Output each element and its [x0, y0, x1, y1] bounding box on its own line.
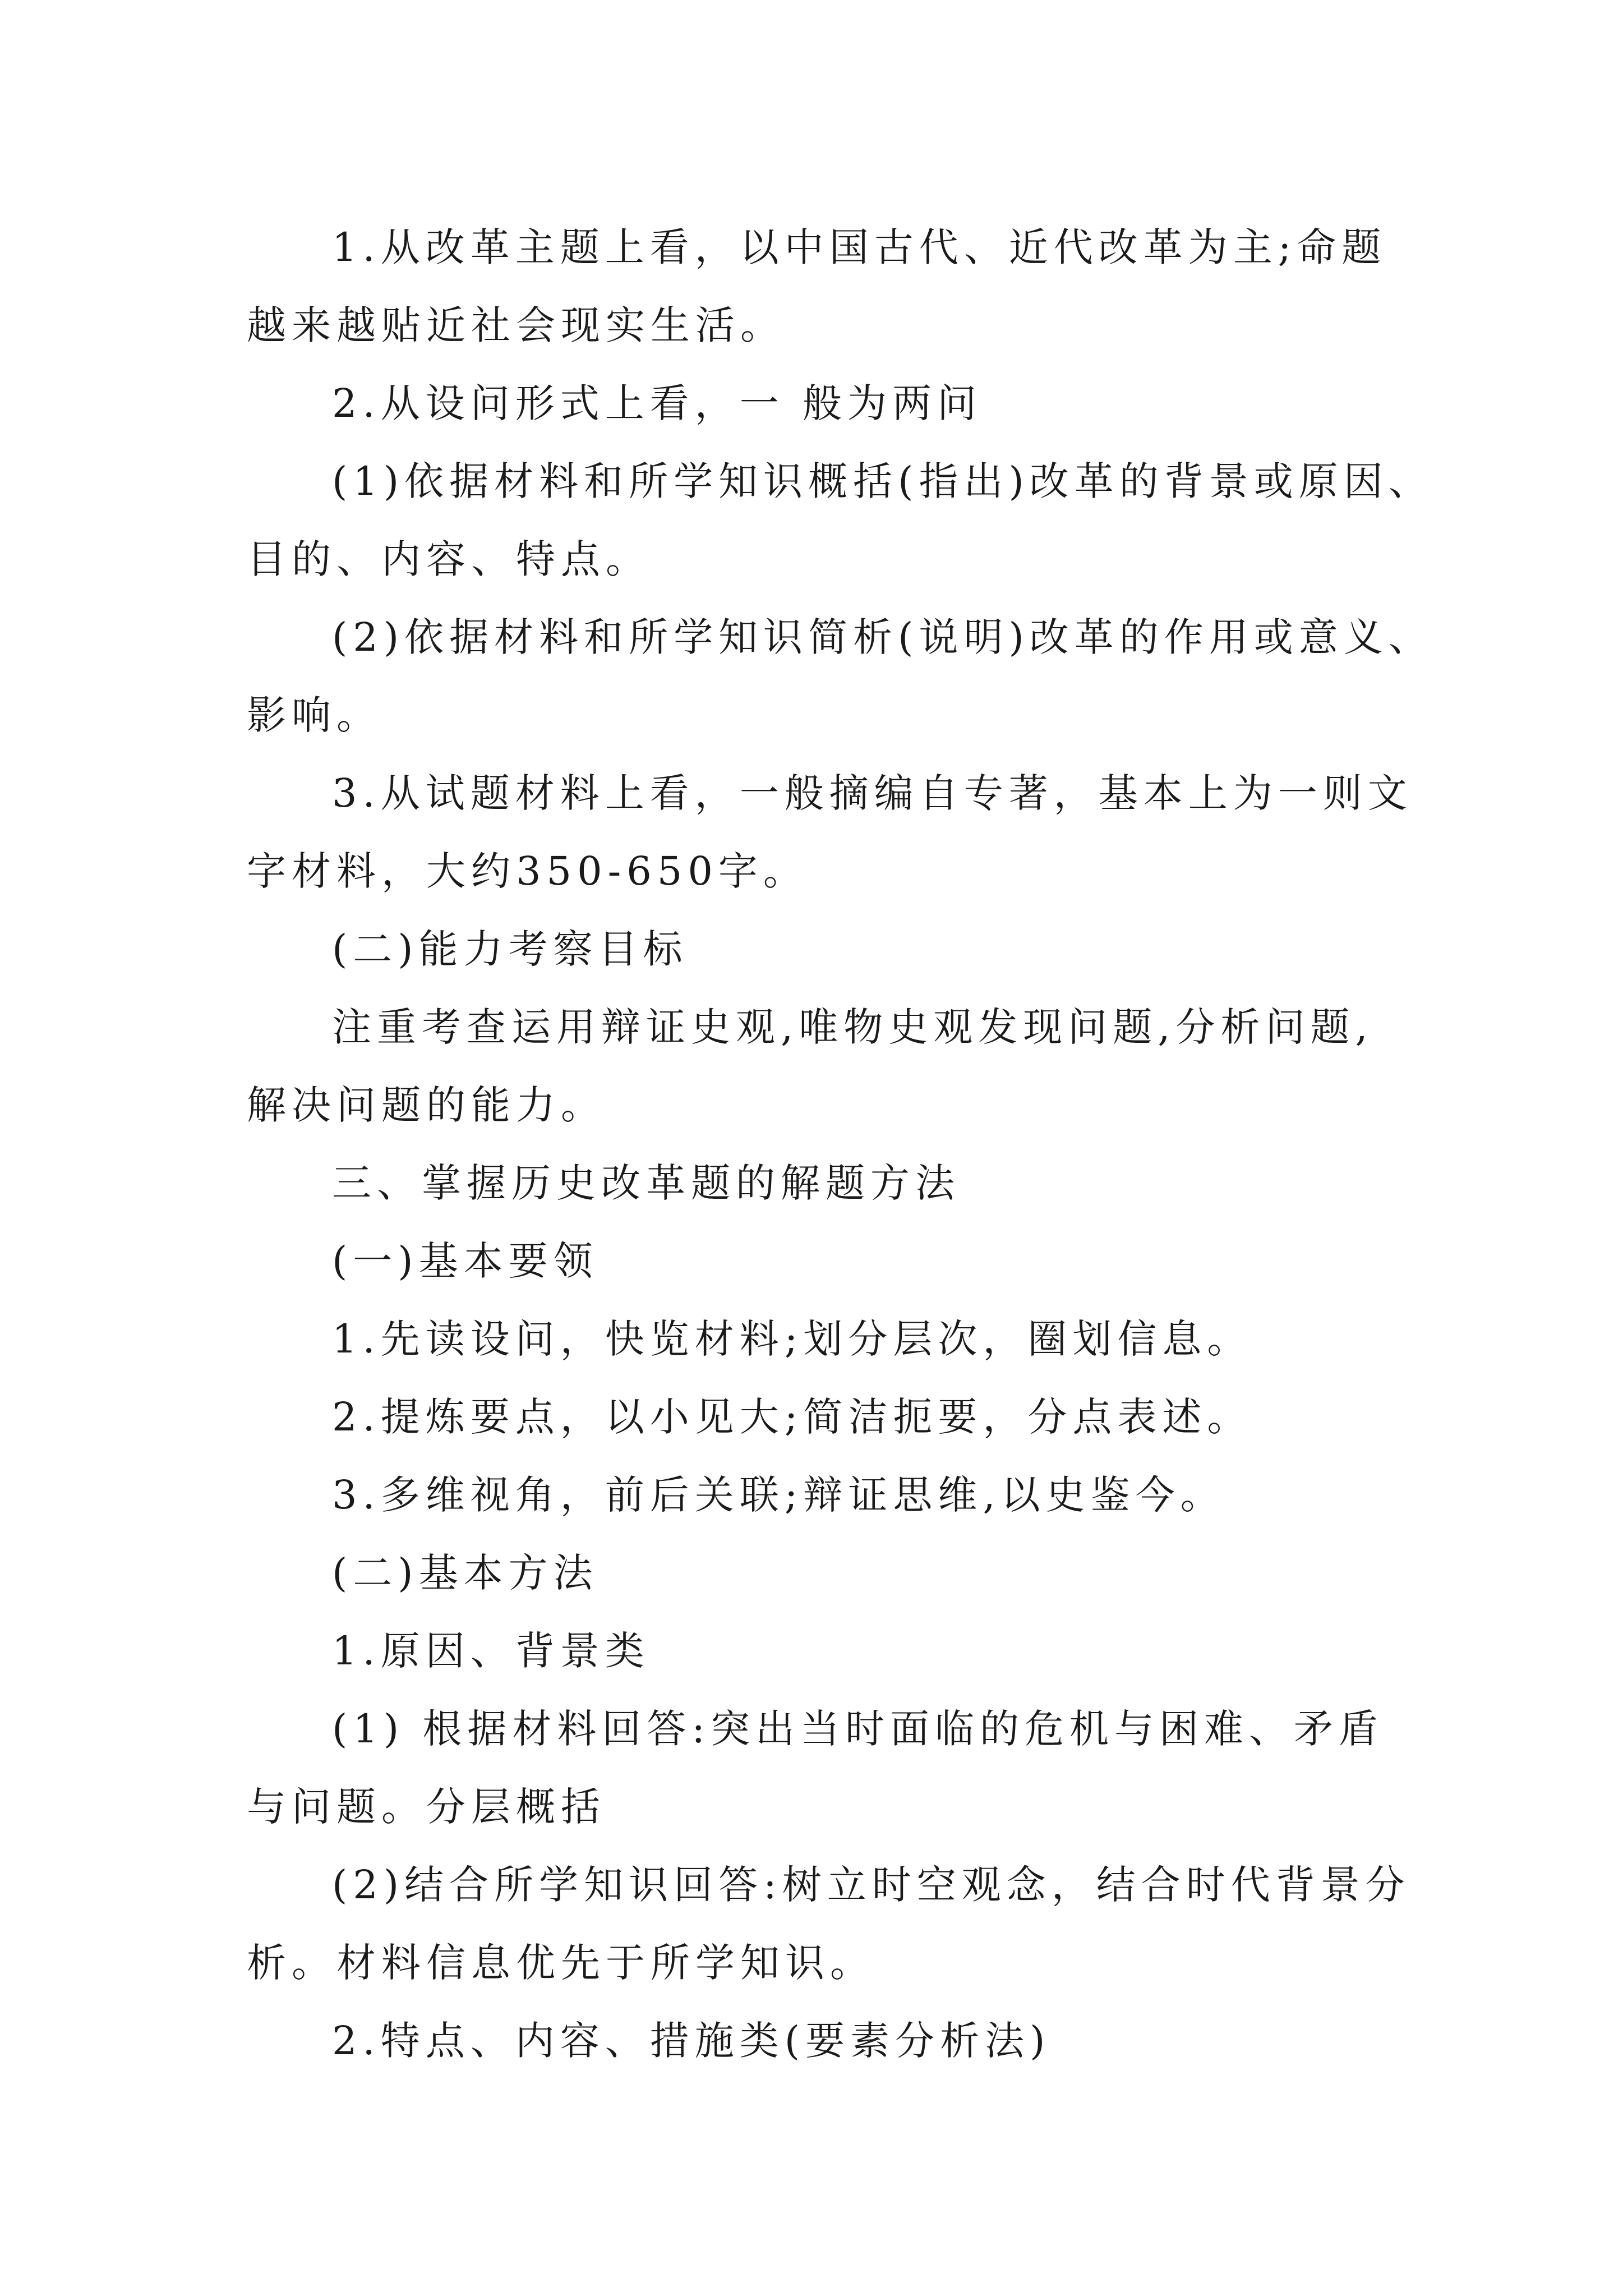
section-heading: (二)基本方法 [332, 1550, 598, 1596]
document-body [247, 209, 1433, 2080]
text-line: 3.从试题材料上看，一般摘编自专著，基本上为一则文 [332, 770, 1413, 816]
text-line: 2.从设问形式上看，一 般为两问 [332, 380, 983, 426]
text-line: 2.提炼要点，以小见大;简洁扼要，分点表述。 [332, 1394, 1252, 1440]
text-line: (2)结合所学知识回答:树立时空观念，结合时代背景分 [332, 1862, 1410, 1908]
text-line: 解决问题的能力。 [247, 1082, 606, 1128]
text-line: 2.特点、内容、措施类(要素分析法) [332, 2018, 1051, 2064]
text-line: 3.多维视角，前后关联;辩证思维,以史鉴今。 [332, 1472, 1225, 1518]
text-line: (2)依据材料和所学知识简析(说明)改革的作用或意义、 [332, 614, 1433, 660]
section-heading: 三、掌握历史改革题的解题方法 [332, 1160, 960, 1206]
text-line: 注重考查运用辩证史观,唯物史观发现问题,分析问题, [332, 1004, 1373, 1050]
text-line: 影响。 [247, 692, 381, 738]
text-line: 越来越贴近社会现实生活。 [247, 302, 785, 348]
text-line: (1) 根据材料回答:突出当时面临的危机与困难、矛盾 [332, 1706, 1384, 1752]
text-line: 与问题。分层概括 [247, 1784, 606, 1830]
text-line: 1.原因、背景类 [332, 1628, 650, 1674]
text-line: 析。材料信息优先于所学知识。 [247, 1940, 875, 1986]
text-line: 1.从改革主题上看，以中国古代、近代改革为主;命题 [332, 224, 1387, 270]
text-line: 1.先读设问，快览材料;划分层次，圈划信息。 [332, 1316, 1252, 1362]
text-line: 目的、内容、特点。 [247, 536, 651, 582]
section-heading: (一)基本要领 [332, 1238, 598, 1284]
text-line: 字材料，大约350-650字。 [247, 848, 808, 894]
text-line: (1)依据材料和所学知识概括(指出)改革的背景或原因、 [332, 458, 1433, 504]
section-heading: (二)能力考察目标 [332, 926, 688, 972]
